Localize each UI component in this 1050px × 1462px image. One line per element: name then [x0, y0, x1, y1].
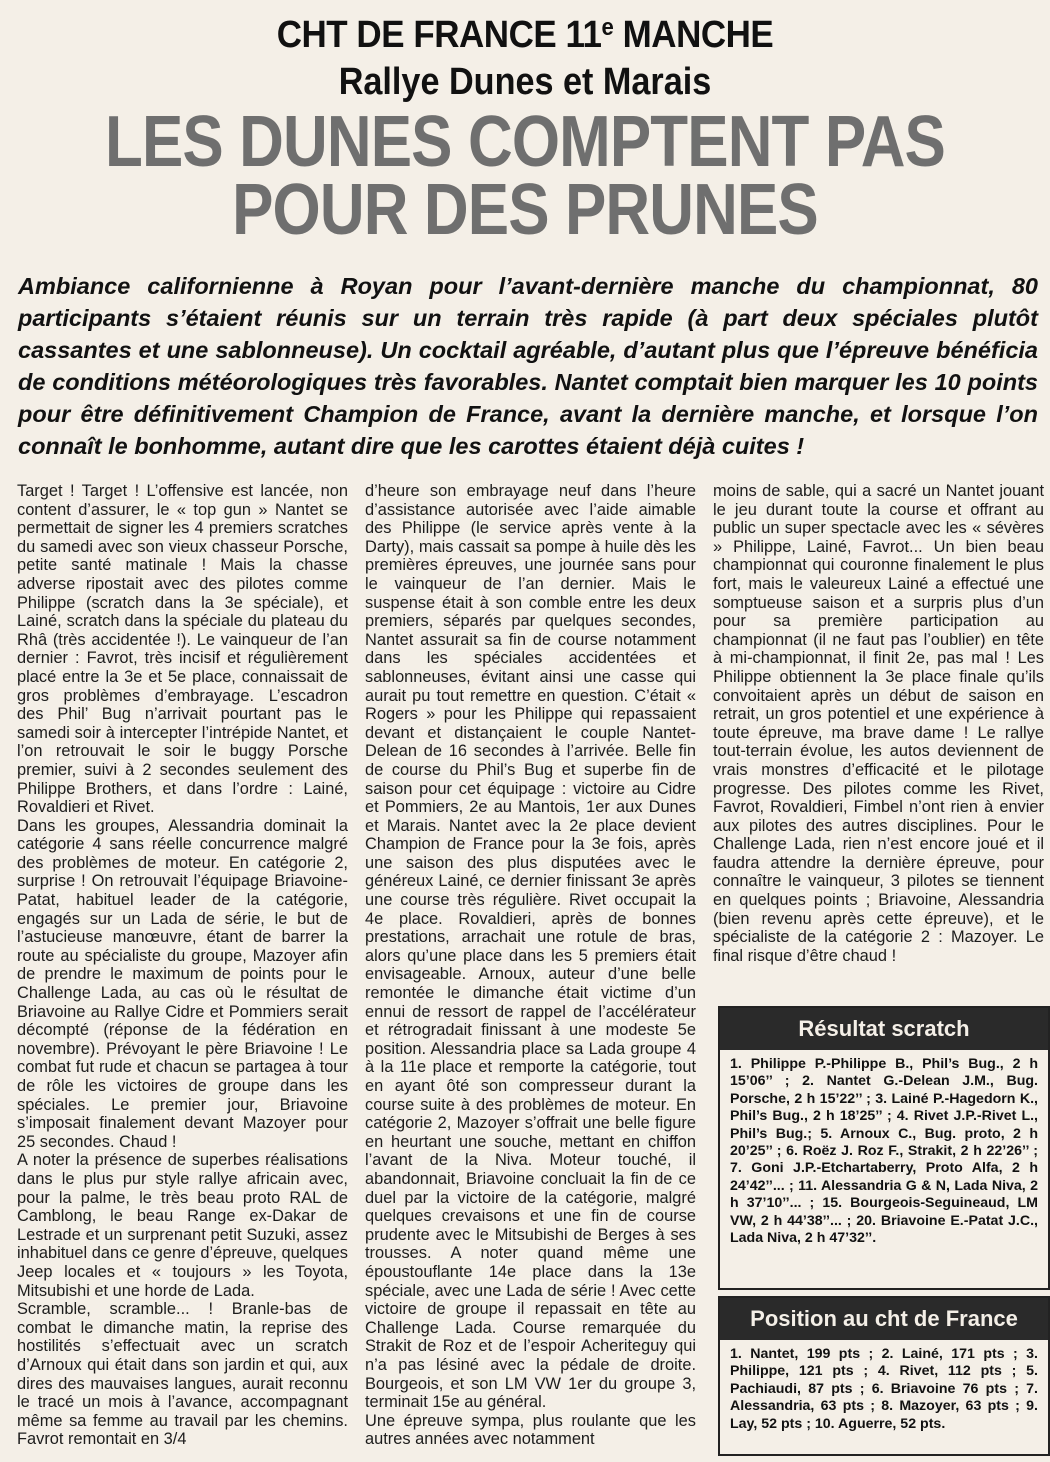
- championship-kicker: [42, 6, 1008, 57]
- kicker-text: CHT DE FRANCE 11: [276, 14, 602, 56]
- paragraph: d’heure son embrayage neuf dans l’heure d’assistance autorisée avec l’aide aimable des Philippe (le service après vente à la Darty), mais cassait sa pompe à huile dès les premières épreuves, une journée sans pour le vainqueur de l’an dernier. Mais le suspense était à son comble entre les deux premiers, séparés par quelques secondes, Nantet assurait sa fin de course notamment dans les spéciales accidentées et sablonneuses, évitant ainsi une casse qui aurait pu tout remettre en question. C’était « Rogers » pour les Philippe qui repassaient devant et distançaient le couple Nantet-Delean de 16 secondes à l’arrivée. Belle fin de course du Phil’s Bug et superbe fin de saison pour cet équipage : victoire au Cidre et Pommiers, 2e au Mantois, 1er aux Dunes et Marais. Nantet avec la 2e place devient Champion de France pour la 3e fois, après une saison des plus disputées avec le généreux Lainé, ce dernier finissant 3e après une course très régulière. Rivet occupait la 4e place. Rovaldieri, après de bonnes prestations, arrachait une rotule de bras, alors qu’une place dans les 5 premiers était envisageable. Arnoux, auteur d’une belle remontée le dimanche était victime d’un ennui de ressort de rappel de l’accélérateur et rétrogradait finissant à une modeste 5e position. Alessandria place sa Lada groupe 4 à la 11e place et remporte la catégorie, tout en ayant ôté son compresseur durant la course suite à des problèmes de moteur. En catégorie 2, Mazoyer s’offrait une belle figure en heurtant une souche, mettant en chiffon l’avant de la Niva. Moteur touché, il abandonnait, Briavoine concluait la fin de ce duel par la victoire de la catégorie, malgré quelques crevaisons et une fin de course prudente avec le Mitsubishi de Berges à ses trousses. A noter quand même une époustouflante 14e place dans la 13e spéciale, avec une Lada de série ! Avec cette victoire de groupe il repassait en tête au Challenge Lada. Course remarquée du Strakit de Roz et de l’espoir Acheriteguy qui n’a pas lésiné avec la pédale de droite. Bourgeois, et son LM VW 1er du groupe 3, terminait 15e au général.: [365, 482, 696, 1412]
- paragraph: Une épreuve sympa, plus roulante que les autres années avec notamment: [365, 1411, 696, 1449]
- standings-box: [718, 1296, 1050, 1456]
- paragraph: A noter la présence de superbes réalisations dans le plus pur style rallye africain avec, pour la palme, le très beau proto RAL de Camblong, le beau Range ex-Dakar de Lestrade et un surprenant petit Suzuki, assez inhabituel dans ce genre d’épreuve, quelques Jeep locales et « toujours » les Toyota, Mitsubishi et une horde de Lada.: [17, 1151, 348, 1300]
- column-1: [17, 482, 348, 1449]
- rally-name: Rallye Dunes et Marais: [338, 61, 712, 103]
- headline-line-1: LES DUNES COMPTENT PAS: [104, 102, 946, 182]
- paragraph: Dans les groupes, Alessandria dominait la catégorie 4 sans réelle concurrence malgré des problèmes de moteur. En catégorie 2, surprise ! On retrouvait l’équipage Briavoine-Patat, habituel leader de la catégorie, engagés sur un Lada de série, le but de l’astucieuse manœuvre, étant de barrer la route au spécialiste du groupe, Mazoyer afin de prendre le maximum de points pour le Challenge Lada, au cas où le résultat de Briavoine au Rallye Cidre et Pommiers serait décompté (réponse de la fédération en novembre). Prévoyant le père Briavoine ! Le combat fut rude et chacun se partagea à tour de rôle les victoires de groupe dans les spéciales. Le premier jour, Briavoine s’imposait finalement devant Mazoyer pour 25 secondes. Chaud !: [17, 816, 348, 1151]
- article-headline: [74, 102, 977, 250]
- results-text: 1. Philippe P.-Philippe B., Phil’s Bug., 2 h 15’06’’ ; 2. Nantet G.-Delean J.M., Bug. Porsche, 2 h 15’22’’ ; 3. Lainé P.-Hagedorn K., Phil’s Bug., 2 h 18’25’’ ; 4. Rivet J.P.-Rivet L., Phil’s Bug.; 5. Arnoux C., Bug. proto, 2 h 20’25’’ ; 6. Roëz J. Roz F., Strakit, 2 h 22’26’’ ; 7. Goni J.P.-Etchartaberry, Proto Alfa, 2 h 24’42’’... ; 11. Alessandria G & N, Lada Niva, 2 h 37’10’’... ; 15. Bourgeois-Seguineaud, LM VW, 2 h 44’38’’... ; 20. Briavoine E.-Patat J.C., Lada Niva, 2 h 47’32’’.: [730, 1056, 1038, 1247]
- article-lede: Ambiance californienne à Royan pour l’avant-dernière manche du championnat, 80 participants s’étaient réunis sur un terrain très rapide (à part deux spéciales plutôt cassantes et une sablonneuse). Un cocktail agréable, d’autant plus que l’épreuve bénéficia de conditions météorologiques très favorables. Nantet comptait bien marquer les 10 points pour être définitivement Champion de France, avant la dernière manche, et lorsque l’on connaît le bonhomme, autant dire que les carottes étaient déjà cuites !: [18, 273, 1038, 459]
- headline-line-2: POUR DES PRUNES: [232, 170, 818, 250]
- standings-text: 1. Nantet, 199 pts ; 2. Lainé, 171 pts ; 3. Philippe, 121 pts ; 4. Rivet, 112 pts ; 5. Pachiaudi, 87 pts ; 6. Briavoine 76 pts ; 7. Alessandria, 63 pts ; 8. Mazoyer, 63 pts ; 9. Lay, 52 pts ; 10. Aguerre, 52 pts.: [730, 1346, 1038, 1432]
- column-3: [713, 482, 1044, 965]
- paragraph: moins de sable, qui a sacré un Nantet jouant le jeu durant toute la course et offrant au public un super spectacle avec les « sévères » Philippe, Lainé, Favrot... Un bien beau championnat qui couronne finalement le plus fort, mais le valeureux Lainé a effectué une somptueuse saison et a surpris plus d’un pour sa première participation au championnat (il ne faut pas l’oublier) en tête à mi-championnat, il finit 2e, pas mal ! Les Philippe obtiennent la 3e place finale qu’ils convoitaient après un début de saison en retrait, un gros potentiel et une expérience à toute épreuve, ma brave dame ! Le rallye tout-terrain évolue, les autos deviennent de vrais monstres d’efficacité et le pilotage progresse. Des pilotes comme les Rivet, Favrot, Rovaldieri, Fimbel n’ont rien à envier aux pilotes des autres disciplines. Pour le Challenge Lada, rien n’est encore joué et il faudra attendre la dernière épreuve, pour connaître le vainqueur, 3 pilotes se tiennent en quelques points ; Briavoine, Alessandria (bien revenu après cette épreuve), et le spécialiste de la catégorie 2 : Mazoyer. Le final risque d’être chaud !: [713, 482, 1044, 965]
- column-2: [365, 482, 696, 1449]
- paragraph: Target ! Target ! L’offensive est lancée, non content d’assurer, le « top gun » Nantet se permettait de signer les 4 premiers scratches du samedi avec son vieux chasseur Porsche, petite santé matinale ! Mais la chasse adverse ripostait avec des pilotes comme Philippe (scratch dans la 3e spéciale), et Lainé, scratch dans la spéciale du plateau du Rhâ (très accidentée !). Le vainqueur de l’an dernier : Favrot, très incisif et régulièrement placé entre la 3e et 5e place, connaissait de gros problèmes d’embrayage. L’escadron des Phil’ Bug n’arrivait pourtant pas le samedi soir à intercepter l’intrépide Nantet, et l’on retrouvait le soir le buggy Porsche premier, suivi à 2 secondes seulement des Philippe Brothers, et dans l’ordre : Lainé, Rovaldieri et Rivet.: [17, 482, 348, 817]
- standings-title: Position au cht de France: [720, 1298, 1048, 1340]
- results-title: Résultat scratch: [720, 1008, 1048, 1050]
- kicker-superscript: e: [601, 14, 614, 41]
- results-box: [718, 1006, 1050, 1290]
- paragraph: Scramble, scramble... ! Branle-bas de combat le dimanche matin, la reprise des hostilités s’effectuait avec un scratch d’Arnoux qui était dans son jardin et qui, aux dires des mauvaises langues, aurait reconnu le tracé un mois à l’avance, accompagnant même sa femme au travail par les chemins. Favrot remontait en 3/4: [17, 1300, 348, 1449]
- kicker-tail: MANCHE: [613, 14, 774, 56]
